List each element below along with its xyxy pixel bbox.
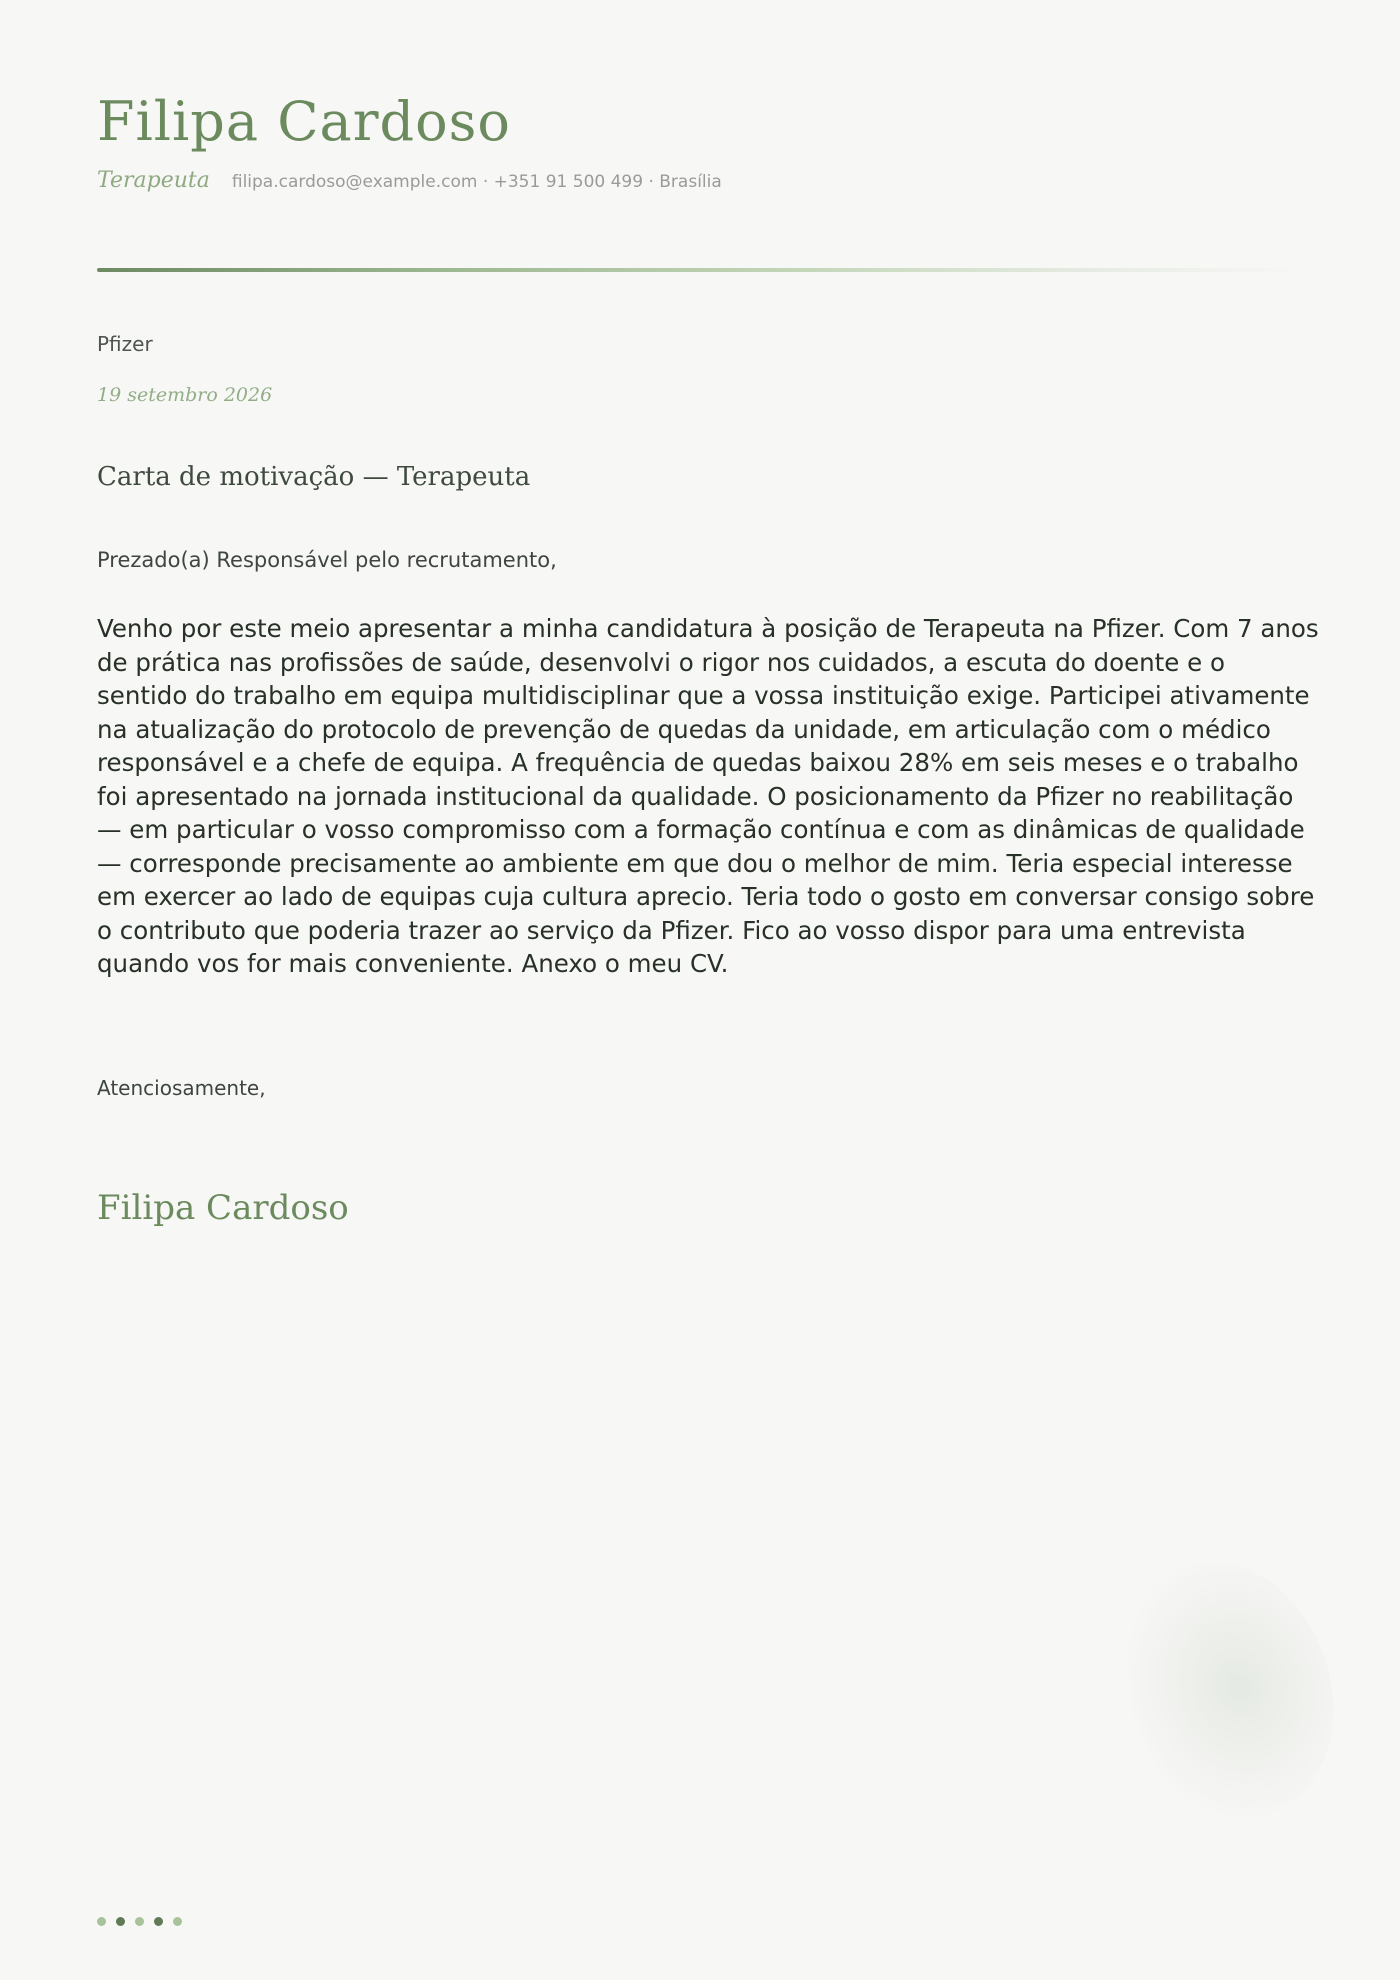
letter-closing: Atenciosamente, [97,1076,266,1100]
footer-dot [116,1917,125,1926]
letter-greeting: Prezado(a) Responsável pelo recrutamento, [97,548,557,572]
signature: Filipa Cardoso [97,1188,349,1228]
header-role: Terapeuta [97,168,210,193]
footer-dot [135,1917,144,1926]
header-divider [97,268,1297,272]
letter-date: 19 setembro 2026 [97,384,273,406]
footer-dot [154,1917,163,1926]
footer-dot [97,1917,106,1926]
decorative-blob [1095,1535,1366,1844]
recipient: Pfizer [97,332,153,356]
letter-subject: Carta de motivação — Terapeuta [97,462,531,492]
header-name: Filipa Cardoso [97,90,511,153]
footer-dots [97,1917,182,1926]
footer-dot [173,1917,182,1926]
header-contact: filipa.cardoso@example.com · +351 91 500 499 · Brasília [231,172,722,192]
letter-body: Venho por este meio apresentar a minha candidatura à posição de Terapeuta na Pfizer. Com 7 anos de prática nas profissões de saúde, desenvolvi o rigor nos cuidados, a escuta do doente e o sentido do trabalho em equipa multidisciplinar que a vossa instituição exige. Participei ativamente na atualização do protocolo de prevenção de quedas da unidade, em articulação com o médico responsável e a chefe de equipa. A frequência de quedas baixou 28% em seis meses e o trabalho foi apresentado na jornada institucional da qualidade. O posicionamento da Pfizer no reabilitação — em particular o vosso compromisso com a formação contínua e com as dinâmicas de qualidade — corresponde precisamente ao ambiente em que dou o melhor de mim. Teria especial interesse em exercer ao lado de equipas cuja cultura aprecio. Teria todo o gosto em conversar consigo sobre o contributo que poderia trazer ao serviço da Pfizer. Fico ao vosso dispor para uma entrevista quando vos for mais conveniente. Anexo o meu CV. [97,614,1319,978]
header-subline [97,168,722,193]
